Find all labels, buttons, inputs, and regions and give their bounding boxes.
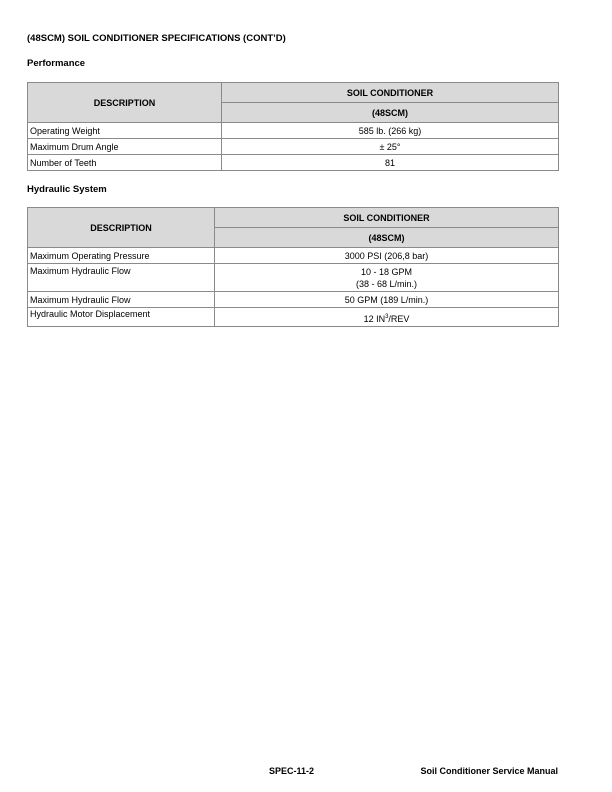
row-value	[215, 308, 559, 327]
table-row	[28, 292, 559, 308]
row-label: Maximum Drum Angle	[28, 139, 222, 155]
row-value: 81	[222, 155, 559, 171]
value-suffix: /REV	[388, 313, 410, 324]
row-label: Number of Teeth	[28, 155, 222, 171]
row-value: 50 GPM (189 L/min.)	[215, 292, 559, 308]
page-number: SPEC-11-2	[269, 766, 315, 776]
manual-title: Soil Conditioner Service Manual	[420, 766, 558, 776]
row-value: 585 lb. (266 kg)	[222, 123, 559, 139]
row-value: ± 25°	[222, 139, 559, 155]
row-value-line: (38 - 68 L/min.)	[355, 278, 418, 289]
row-value: 3000 PSI (206,8 bar)	[215, 248, 559, 264]
table-row	[28, 155, 559, 171]
performance-heading: Performance	[27, 58, 86, 69]
model-header: (48SCM)	[215, 228, 559, 248]
page-title: (48SCM) SOIL CONDITIONER SPECIFICATIONS (CONT’D)	[27, 33, 286, 44]
hydraulic-heading: Hydraulic System	[27, 184, 107, 195]
row-label: Operating Weight	[28, 123, 222, 139]
description-header: DESCRIPTION	[28, 208, 215, 248]
product-header: SOIL CONDITIONER	[222, 83, 559, 103]
row-label: Maximum Hydraulic Flow	[28, 264, 215, 292]
row-value	[215, 264, 559, 292]
row-label: Maximum Operating Pressure	[28, 248, 215, 264]
value-superscript: 3	[385, 313, 389, 320]
product-header: SOIL CONDITIONER	[215, 208, 559, 228]
table-row	[28, 264, 559, 292]
hydraulic-table	[27, 207, 559, 327]
row-value-line: 10 - 18 GPM	[360, 266, 413, 277]
table-row	[28, 308, 559, 327]
description-header: DESCRIPTION	[28, 83, 222, 123]
table-row	[28, 123, 559, 139]
table-row	[28, 139, 559, 155]
performance-table	[27, 82, 559, 171]
model-header: (48SCM)	[222, 103, 559, 123]
row-label: Maximum Hydraulic Flow	[28, 292, 215, 308]
value-prefix: 12 IN	[363, 313, 386, 324]
row-label: Hydraulic Motor Displacement	[28, 308, 215, 327]
table-row	[28, 248, 559, 264]
